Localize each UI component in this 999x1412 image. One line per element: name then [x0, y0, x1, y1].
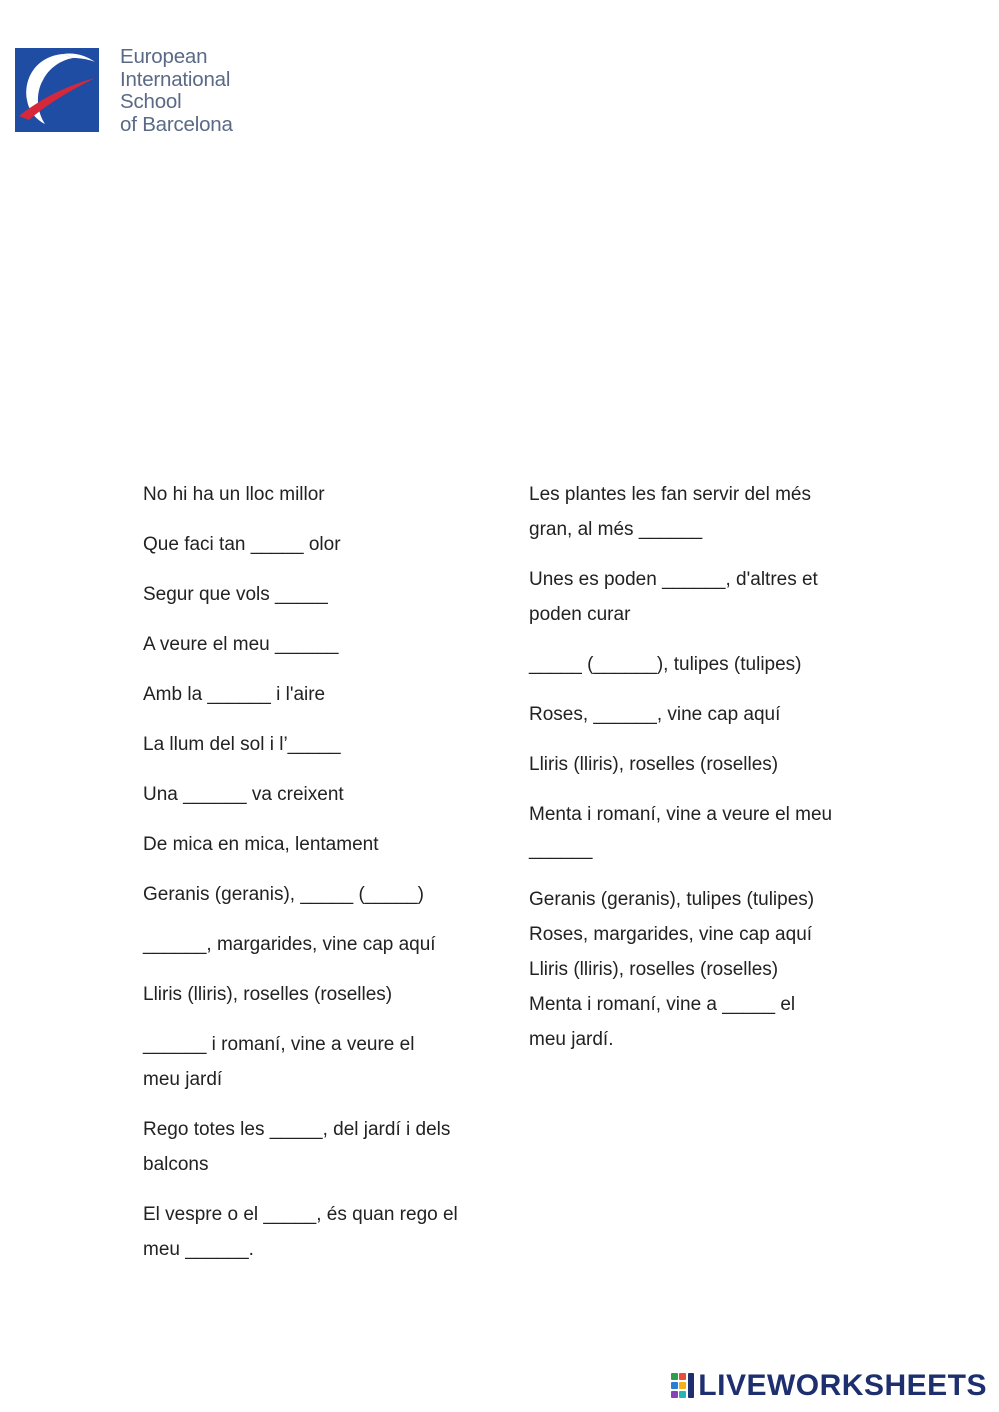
lyric-line: Roses, margarides, vine cap aquí — [529, 924, 813, 945]
liveworksheets-logo-icon — [671, 1373, 695, 1399]
lyric-line: Que faci tan _____ olor — [143, 534, 341, 555]
lyric-line: Rego totes les _____, del jardí i dels balcons — [143, 1119, 451, 1175]
lyric-line: Menta i romaní, vine a veure el meu ______ — [529, 804, 833, 860]
lyric-line: Segur que vols _____ — [143, 584, 328, 605]
lyric-line: Lliris (lliris), roselles (roselles) — [143, 984, 393, 1005]
lyric-line: Amb la ______ i l'aire — [143, 684, 326, 705]
brand-name: LIVEWORKSHEETS — [698, 1369, 987, 1402]
lyric-line: A veure el meu ______ — [143, 634, 339, 655]
lyric-line: _____ (______), tulipes (tulipes) — [529, 654, 802, 675]
school-name-line: School — [120, 90, 182, 113]
lyrics-left-column — [143, 477, 488, 1282]
school-name-line: of Barcelona — [120, 112, 233, 136]
lyric-line: No hi ha un lloc millor — [143, 484, 325, 505]
final-stanza — [529, 882, 874, 1057]
lyric-line: Una ______ va creixent — [143, 784, 344, 805]
lyric-line: Roses, ______, vine cap aquí — [529, 704, 781, 725]
lyrics-right-column — [529, 477, 874, 1057]
lyric-line: Les plantes les fan servir del més gran, al més ______ — [529, 484, 811, 540]
lyric-line: El vespre o el _____, és quan rego el meu ______. — [143, 1204, 458, 1260]
lyric-line: ______ i romaní, vine a veure el meu jardí — [143, 1034, 415, 1090]
eisb-logo-icon — [15, 48, 99, 132]
lyric-line: Lliris (lliris), roselles (roselles) — [529, 959, 779, 980]
school-name-line: European — [120, 45, 208, 68]
lyric-line: De mica en mica, lentament — [143, 834, 379, 855]
lyric-line: Geranis (geranis), _____ (_____) — [143, 884, 424, 905]
lyric-line: Unes es poden ______, d'altres et poden curar — [529, 569, 818, 625]
school-name-line: International — [120, 67, 231, 91]
lyric-line: ______, margarides, vine cap aquí — [143, 934, 436, 955]
lyric-line: Lliris (lliris), roselles (roselles) — [529, 754, 779, 775]
lyric-line: Geranis (geranis), tulipes (tulipes) — [529, 889, 815, 910]
school-name — [120, 46, 233, 136]
lyric-line: Menta i romaní, vine a _____ el meu jardí. — [529, 994, 796, 1050]
lyric-line: La llum del sol i l’_____ — [143, 734, 341, 755]
liveworksheets-brand — [671, 1371, 987, 1401]
